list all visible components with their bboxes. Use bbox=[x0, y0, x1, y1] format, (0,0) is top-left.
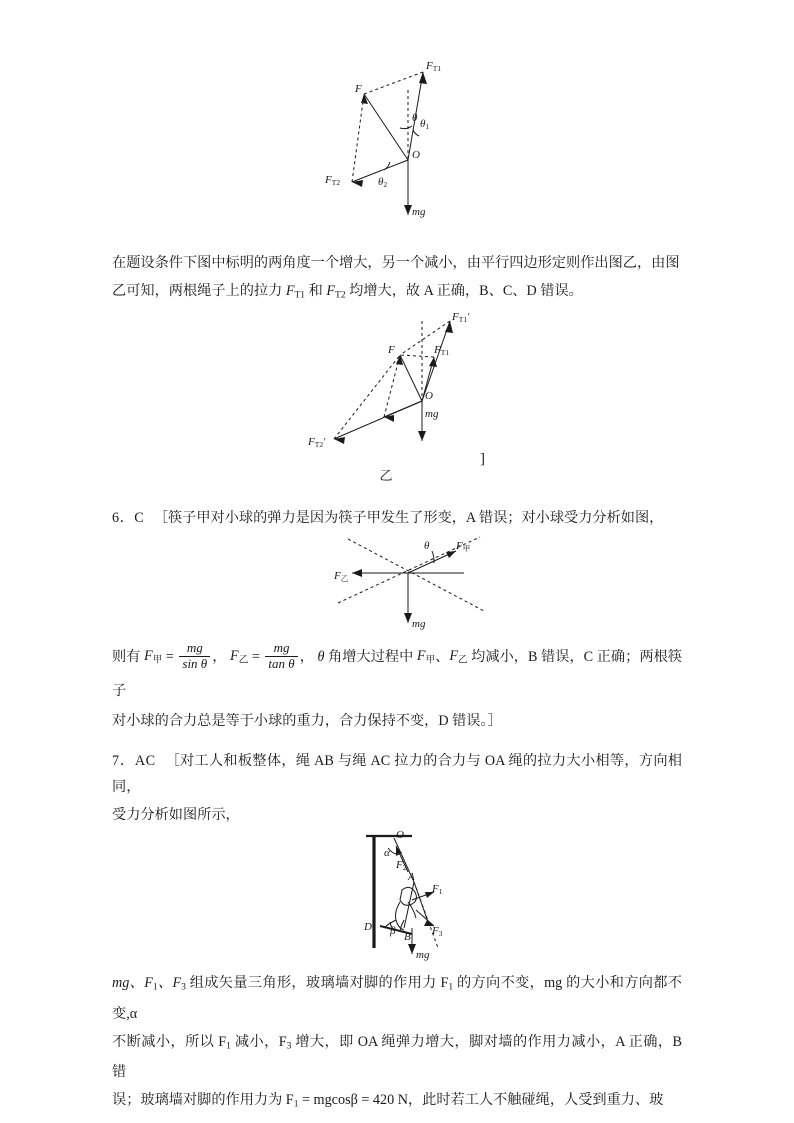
answer-6-number: 6．C bbox=[112, 509, 145, 526]
text-fragment: 均增大，故 A 正确，B、C、D 错误。 bbox=[345, 283, 583, 299]
text-fragment: 、F bbox=[157, 975, 182, 992]
text-fragment: 的方向不变，mg 的大小和方向都不变,α bbox=[112, 975, 682, 1022]
label-FT1-prime: FT1′ bbox=[452, 310, 470, 324]
label-O: O bbox=[412, 149, 420, 161]
symbol-F-jia-2: $F_甲$ bbox=[416, 648, 436, 667]
figure-yi-caption: 乙 bbox=[379, 467, 395, 483]
answer-7-line1 bbox=[112, 748, 682, 800]
label-FT2: FT2 bbox=[325, 174, 341, 187]
label-theta: θ bbox=[424, 539, 430, 552]
label-F: F bbox=[355, 83, 362, 95]
answer-7-number: 7．AC bbox=[112, 753, 156, 770]
fraction-mg-over-sin-theta bbox=[179, 641, 210, 672]
answer-7-line5 bbox=[112, 1087, 682, 1118]
label-B: B bbox=[404, 931, 411, 944]
answer-6-line3: 对小球的合力总是等于小球的重力，合力保持不变，D 错误。］ bbox=[112, 713, 502, 730]
text-fragment: 角增大过程中 bbox=[324, 648, 417, 665]
symbol-theta: θ bbox=[317, 648, 325, 665]
text-fragment: 增大，即 OA 绳弹力增大，脚对墙的作用力减小，A 正确，B 错 bbox=[112, 1033, 682, 1081]
text-fragment: ， bbox=[212, 648, 227, 665]
page-content bbox=[112, 60, 682, 1120]
figure-worker-svg bbox=[112, 830, 682, 970]
answer-6-text: ［筷子甲对小球的弹力是因为筷子甲发生了形变，A 错误；对小球受力分析如图， bbox=[153, 509, 664, 526]
label-A: A bbox=[408, 871, 415, 884]
fraction-denominator: sin θ bbox=[179, 656, 210, 672]
fraction-denominator: tan θ bbox=[265, 656, 297, 672]
label-theta: θ bbox=[412, 112, 418, 124]
answer-7-line4 bbox=[112, 1029, 682, 1086]
label-O: O bbox=[425, 389, 433, 402]
symbol-FT2: $F_{T2}$ bbox=[326, 283, 346, 301]
label-D: D bbox=[364, 921, 372, 934]
figure-worker bbox=[112, 830, 682, 970]
label-mg: mg bbox=[412, 206, 426, 218]
text-fragment: 组成矢量三角形，玻璃墙对脚的作用力 F bbox=[185, 975, 449, 992]
symbol-F-jia: $F_甲$ bbox=[144, 648, 163, 667]
text-fragment: 均减小，B 错误，C 正确；两根筷子 bbox=[112, 648, 682, 700]
label-theta2: θ2 bbox=[378, 176, 388, 189]
text-fragment: 误；玻璃墙对脚的作用力为 F bbox=[112, 1092, 294, 1109]
paragraph-explanation-5-line2 bbox=[112, 278, 682, 309]
label-mg: mg bbox=[416, 949, 430, 962]
label-alpha: α bbox=[384, 847, 390, 860]
label-FT1: FT1 bbox=[426, 60, 442, 73]
fraction-numerator: mg bbox=[186, 639, 203, 655]
label-F3: F3 bbox=[432, 925, 443, 939]
paragraph-explanation-5-line1: 在题设条件下图中标明的两角度一个增大，另一个减小，由平行四边形定则作出图乙，由图 bbox=[112, 255, 680, 271]
sub-1c: 1 bbox=[226, 1041, 231, 1052]
label-F2: F2 bbox=[396, 859, 407, 873]
sub-1: 1 bbox=[152, 982, 158, 993]
closing-bracket: ] bbox=[480, 450, 485, 467]
figure-force-parallelogram-yi bbox=[112, 311, 682, 491]
label-F: F bbox=[388, 343, 395, 356]
figure-force-parallelogram-jia bbox=[112, 60, 682, 250]
answer-6-line1 bbox=[112, 505, 682, 531]
answer-7-text: ［对工人和板整体，绳 AB 与绳 AC 拉力的合力与 OA 绳的拉力大小相等，方向相同， bbox=[112, 753, 682, 796]
label-FT2-prime: FT2′ bbox=[308, 435, 326, 449]
figure-chopsticks-svg bbox=[112, 533, 682, 641]
text-fragment: ， bbox=[299, 648, 314, 665]
symbol-FT1: $F_{T1}$ bbox=[285, 283, 306, 301]
symbol-F-yi: $F_乙$ bbox=[230, 648, 249, 667]
answer-6-line2: 则有 $F_甲$ = $\frac{mg}{\text{sin θ}}$ ， $F_乙$ = $\frac{mg}{\text{tan θ}}$ ， θ 角增大过程中 $F_甲$、$F_乙$ 均减小，B 错误，C 正确；两根筷子 bbox=[112, 639, 682, 700]
answer-7-line2: 受力分析如图所示， bbox=[112, 807, 240, 824]
text-fragment: 和 bbox=[305, 283, 327, 299]
fraction-numerator: mg bbox=[273, 639, 290, 655]
sub-1d: 1 bbox=[293, 1100, 299, 1111]
label-O: O bbox=[396, 830, 404, 842]
figure-jia-svg bbox=[112, 60, 682, 250]
label-beta: β bbox=[390, 925, 396, 938]
sub-1b: 1 bbox=[448, 982, 454, 993]
text-fragment: = mgcosβ = 420 N，此时若工人不触碰绳，人受到重力、玻 bbox=[298, 1092, 664, 1109]
text-fragment: 减小，F bbox=[230, 1033, 287, 1050]
sub-3: 3 bbox=[181, 982, 186, 993]
figure-yi-svg bbox=[112, 311, 682, 471]
text-fragment: 、 bbox=[435, 648, 450, 665]
answer-7-line3 bbox=[112, 970, 682, 1027]
label-F-yi: F乙 bbox=[334, 569, 349, 583]
figure-chopsticks bbox=[112, 533, 682, 641]
text-fragment: 乙可知，两根绳子上的拉力 bbox=[112, 283, 286, 299]
label-F-jia: F甲 bbox=[456, 539, 471, 553]
text-fragment: 不断减小，所以 F bbox=[112, 1033, 227, 1050]
fraction-mg-over-tan-theta bbox=[265, 641, 297, 672]
label-mg: mg bbox=[412, 617, 426, 630]
sub-3b: 3 bbox=[286, 1041, 292, 1052]
label-mg: mg bbox=[425, 407, 439, 420]
text-fragment: mg、F bbox=[112, 975, 153, 992]
symbol-F-yi-2: $F_乙$ bbox=[449, 648, 468, 667]
text-fragment: 则有 bbox=[112, 648, 144, 665]
label-F1: F1 bbox=[432, 883, 443, 897]
label-FT1: FT1 bbox=[434, 343, 450, 357]
label-theta1: θ1 bbox=[420, 118, 430, 131]
